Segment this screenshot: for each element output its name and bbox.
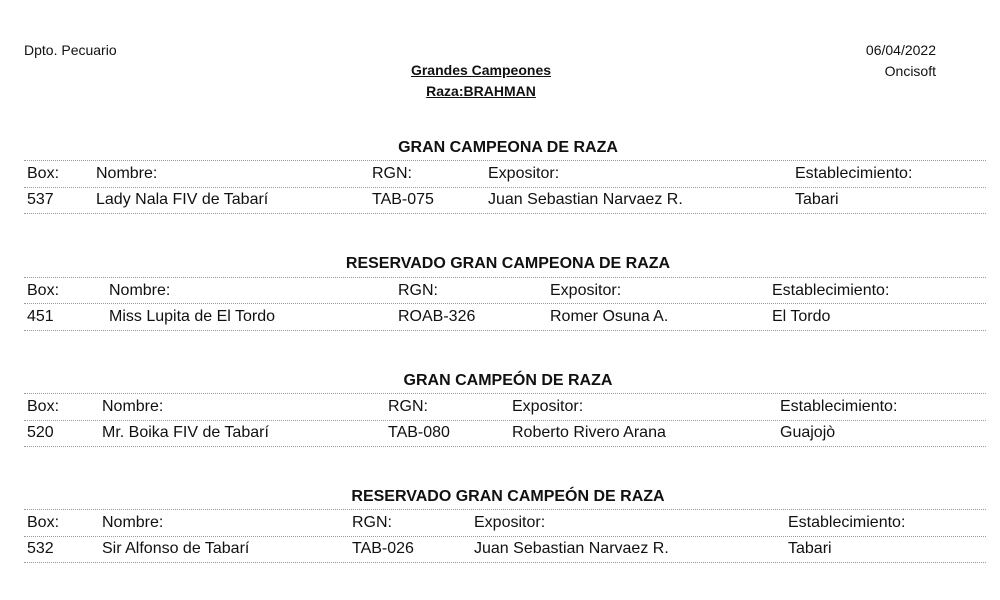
report-title: Grandes Campeones xyxy=(410,62,552,78)
company-name: Oncisoft xyxy=(884,63,936,79)
section-title: RESERVADO GRAN CAMPEONA DE RAZA xyxy=(345,255,671,272)
col-rgn-header: RGN: xyxy=(352,514,392,531)
exhibitor-cell: Juan Sebastian Narvaez R. xyxy=(474,540,669,557)
col-establishment-header: Establecimiento: xyxy=(795,165,913,182)
divider xyxy=(24,393,986,394)
divider xyxy=(24,213,986,214)
rgn-cell: TAB-075 xyxy=(372,191,434,208)
divider xyxy=(24,562,986,563)
exhibitor-cell: Roberto Rivero Arana xyxy=(512,424,666,441)
divider xyxy=(24,330,986,331)
name-cell: Sir Alfonso de Tabarí xyxy=(102,540,250,557)
breed-subtitle: Raza:BRAHMAN xyxy=(426,83,536,99)
box-cell: 537 xyxy=(27,191,54,208)
col-establishment-header: Establecimiento: xyxy=(788,514,906,531)
section-title: GRAN CAMPEÓN DE RAZA xyxy=(403,372,613,389)
col-exhibitor-header: Expositor: xyxy=(550,282,622,299)
establishment-cell: Tabari xyxy=(795,191,839,208)
report-date: 06/04/2022 xyxy=(865,42,936,58)
divider xyxy=(24,303,986,304)
divider xyxy=(24,536,986,537)
rgn-cell: TAB-026 xyxy=(352,540,414,557)
name-cell: Miss Lupita de El Tordo xyxy=(109,308,276,325)
establishment-cell: El Tordo xyxy=(772,308,831,325)
box-cell: 520 xyxy=(27,424,54,441)
col-box-header: Box: xyxy=(27,514,60,531)
divider xyxy=(24,187,986,188)
rgn-cell: TAB-080 xyxy=(388,424,450,441)
box-cell: 532 xyxy=(27,540,54,557)
col-exhibitor-header: Expositor: xyxy=(512,398,584,415)
name-cell: Lady Nala FIV de Tabarí xyxy=(96,191,269,208)
col-name-header: Nombre: xyxy=(102,398,164,415)
exhibitor-cell: Juan Sebastian Narvaez R. xyxy=(488,191,683,208)
name-cell: Mr. Boika FIV de Tabarí xyxy=(102,424,269,441)
col-name-header: Nombre: xyxy=(109,282,171,299)
col-box-header: Box: xyxy=(27,282,60,299)
col-name-header: Nombre: xyxy=(96,165,158,182)
box-cell: 451 xyxy=(27,308,54,325)
col-box-header: Box: xyxy=(27,398,60,415)
exhibitor-cell: Romer Osuna A. xyxy=(550,308,669,325)
establishment-cell: Tabari xyxy=(788,540,832,557)
col-exhibitor-header: Expositor: xyxy=(474,514,546,531)
col-establishment-header: Establecimiento: xyxy=(780,398,898,415)
divider xyxy=(24,446,986,447)
col-box-header: Box: xyxy=(27,165,60,182)
divider xyxy=(24,509,986,510)
divider xyxy=(24,277,986,278)
establishment-cell: Guajojò xyxy=(780,424,836,441)
col-establishment-header: Establecimiento: xyxy=(772,282,890,299)
section-title: RESERVADO GRAN CAMPEÓN DE RAZA xyxy=(351,488,665,505)
department-label: Dpto. Pecuario xyxy=(24,42,117,58)
divider xyxy=(24,420,986,421)
rgn-cell: ROAB-326 xyxy=(398,308,476,325)
divider xyxy=(24,160,986,161)
col-exhibitor-header: Expositor: xyxy=(488,165,560,182)
section-title: GRAN CAMPEONA DE RAZA xyxy=(398,139,618,156)
col-name-header: Nombre: xyxy=(102,514,164,531)
col-rgn-header: RGN: xyxy=(372,165,412,182)
col-rgn-header: RGN: xyxy=(388,398,428,415)
col-rgn-header: RGN: xyxy=(398,282,438,299)
